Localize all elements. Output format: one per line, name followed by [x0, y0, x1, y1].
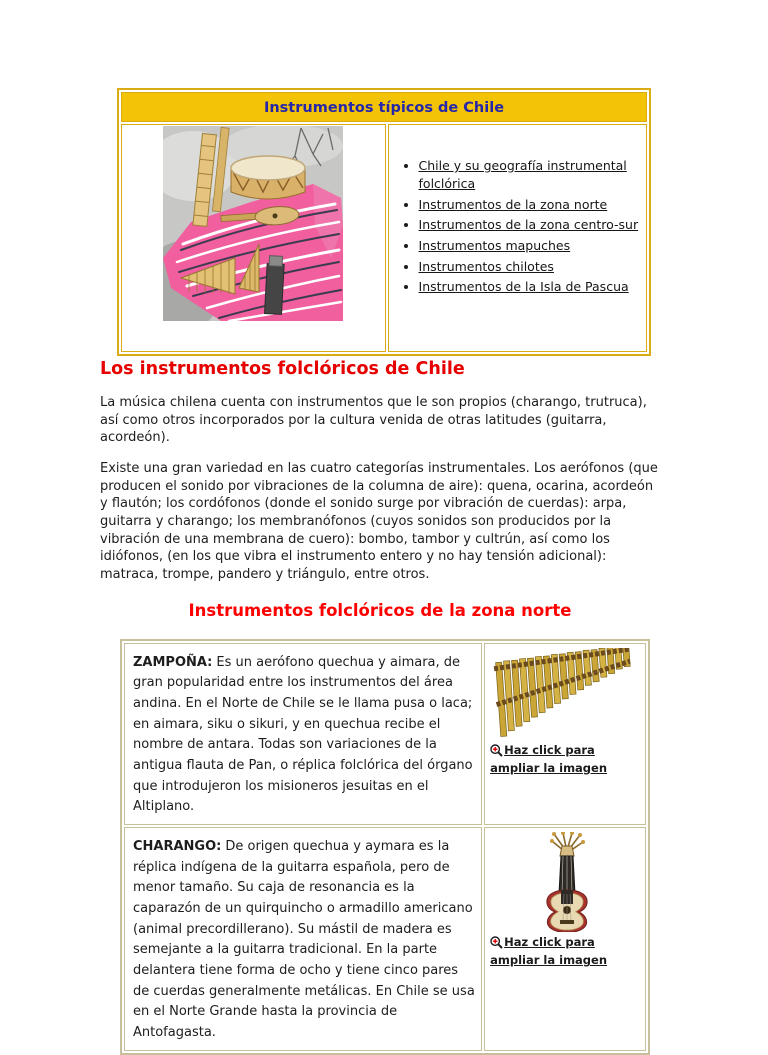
andean-instruments-photo [163, 126, 343, 321]
list-item [419, 237, 642, 255]
charango-thumb-cell [484, 827, 646, 1051]
table-row-charango [124, 827, 646, 1051]
charango-description-cell [124, 827, 482, 1051]
header-table [117, 88, 651, 356]
link-zona-centro-sur[interactable]: Instrumentos de la zona centro-sur [418, 217, 639, 233]
list-item [419, 196, 642, 214]
intro-paragraph: La música chilena cuenta con instrumentos que le son propios (charango, trutruca), así como otros incorporados por la cultura venida de otras latitudes (guitarra, acordeón). [100, 394, 647, 446]
charango-text: De origen quechua y aymara es la réplica indígena de la guitarra española, pero de menor tamaño. Su caja de resonancia es la caparazón de un quirquincho o armadillo americano (animal precordillerano). Su mástil de madera es semejante a la guitarra tradicional. En la parte delantera tiene forma de ocho y tiene cinco pares de cuerdas generalmente metálicas. En Chile se usa en el Norte Grande hasta la provincia de Antofagasta. [133, 838, 475, 1041]
zampona-description-cell [124, 643, 482, 825]
photo-cell [121, 124, 386, 352]
link-geografia-instrumental[interactable]: Chile y su geografía instrumental folclórica [418, 158, 627, 192]
list-item [419, 258, 642, 276]
list-item [419, 278, 642, 296]
zampona-term: ZAMPOÑA: [133, 654, 213, 670]
zampona-thumb-cell [484, 643, 646, 825]
zampona-image[interactable] [490, 648, 642, 740]
list-item [419, 216, 642, 234]
zoom-in-icon[interactable] [490, 936, 503, 954]
menu-cell [388, 124, 647, 352]
charango-enlarge-label: Haz click para ampliar la imagen [490, 934, 608, 968]
table-row-zampona [124, 643, 646, 825]
categories-paragraph: Existe una gran variedad en las cuatro categorías instrumentales. Los aerófonos (que producen el sonido por vibraciones de la columna de aire): quena, ocarina, acordeón y flautón; los cordófonos (donde el sonido surge por vibración de cuerdas): arpa, guitarra y charango; los membranófonos (cuyos sonidos son producidos por la vibración de una membrana de cuero): bombo, tambor y cultrún, así como los idiófonos, (en los que vibra el instrumento entero y no hay tensión adicional): matraca, trompe, pandero y triángulo, entre otros. [100, 460, 658, 582]
section-heading-zona-norte: Instrumentos folclóricos de la zona norte [188, 600, 572, 620]
zampona-text: Es un aerófono quechua y aimara, de gran popularidad entre los instrumentos del área andina. En el Norte de Chile se le llama pusa o laca; en aimara, siku o sikuri, y en quechua recibe el nombre de antara. Todas son variaciones de la antigua flauta de Pan, o réplica folclórica del órgano que introdujeron los misioneros jesuitas en el Altiplano. [133, 654, 473, 815]
list-item [419, 157, 642, 193]
page-title: Instrumentos típicos de Chile [263, 100, 505, 116]
zampona-description [133, 655, 473, 815]
charango-term: CHARANGO: [133, 838, 222, 854]
zampona-enlarge-label: Haz click para ampliar la imagen [490, 742, 608, 776]
instrument-menu [389, 157, 642, 296]
charango-image[interactable] [530, 832, 602, 932]
instruments-table [120, 639, 650, 1055]
link-zona-norte[interactable]: Instrumentos de la zona norte [418, 196, 608, 212]
zampona-enlarge-link[interactable] [490, 743, 642, 777]
title-banner [121, 92, 647, 122]
link-isla-de-pascua[interactable]: Instrumentos de la Isla de Pascua [418, 279, 629, 295]
section-heading-chile: Los instrumentos folclóricos de Chile [100, 359, 465, 379]
link-chilotes[interactable]: Instrumentos chilotes [418, 258, 554, 274]
zoom-in-icon[interactable] [490, 744, 503, 762]
charango-description [133, 839, 475, 1040]
link-mapuches[interactable]: Instrumentos mapuches [418, 238, 571, 253]
charango-enlarge-link[interactable] [490, 935, 642, 969]
